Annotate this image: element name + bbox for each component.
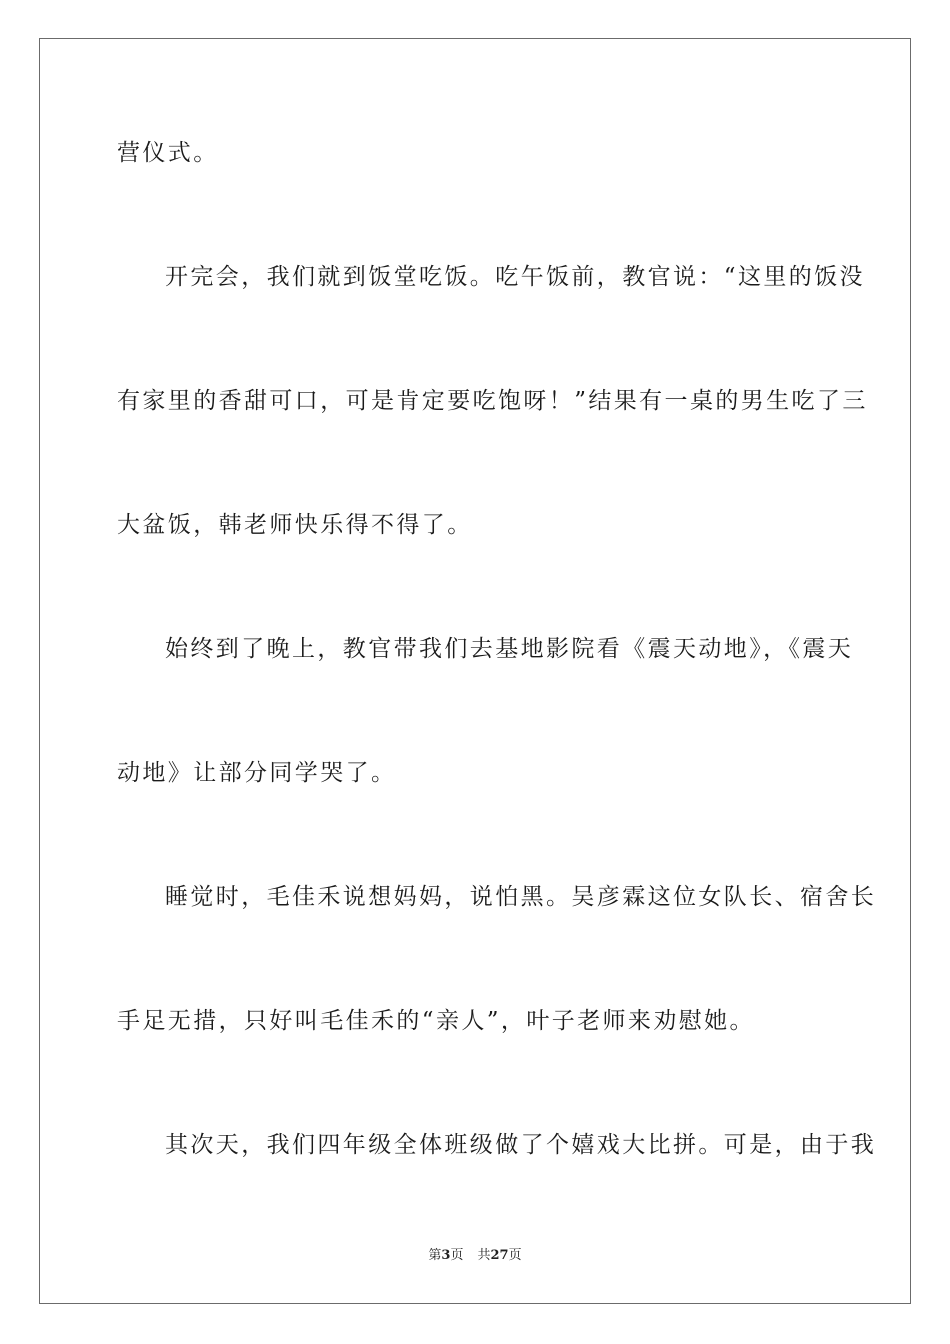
- paragraph-3-line-1: 始终到了晚上，教官带我们去基地影院看《震天动地》，《震天: [165, 636, 854, 662]
- page-number: 3: [441, 1248, 451, 1263]
- total-prefix: 共: [477, 1248, 491, 1263]
- page-footer: [0, 1247, 950, 1265]
- text-line-1: 营仪式。: [117, 140, 219, 166]
- paragraph-2-line-1: 开完会，我们就到饭堂吃饭。吃午饭前，教官说：“这里的饭没: [165, 264, 865, 290]
- page-prefix: 第: [428, 1248, 442, 1263]
- paragraph-5-line-1: 其次天，我们四年级全体班级做了个嬉戏大比拼。可是，由于我: [165, 1132, 877, 1158]
- paragraph-2-line-2: 有家里的香甜可口，可是肯定要吃饱呀！”结果有一桌的男生吃了三: [117, 388, 868, 414]
- paragraph-2-line-3: 大盆饭，韩老师快乐得不得了。: [117, 512, 473, 538]
- paragraph-4-line-1: 睡觉时，毛佳禾说想妈妈，说怕黑。吴彦霖这位女队长、宿舍长: [165, 884, 877, 910]
- page-border: [39, 38, 911, 1304]
- total-pages: 27: [490, 1248, 509, 1263]
- paragraph-3-line-2: 动地》让部分同学哭了。: [117, 760, 397, 786]
- paragraph-4-line-2: 手足无措，只好叫毛佳禾的“亲人”，叶子老师来劝慰她。: [117, 1008, 755, 1034]
- total-suffix: 页: [508, 1248, 522, 1263]
- page-suffix: 页: [450, 1248, 464, 1263]
